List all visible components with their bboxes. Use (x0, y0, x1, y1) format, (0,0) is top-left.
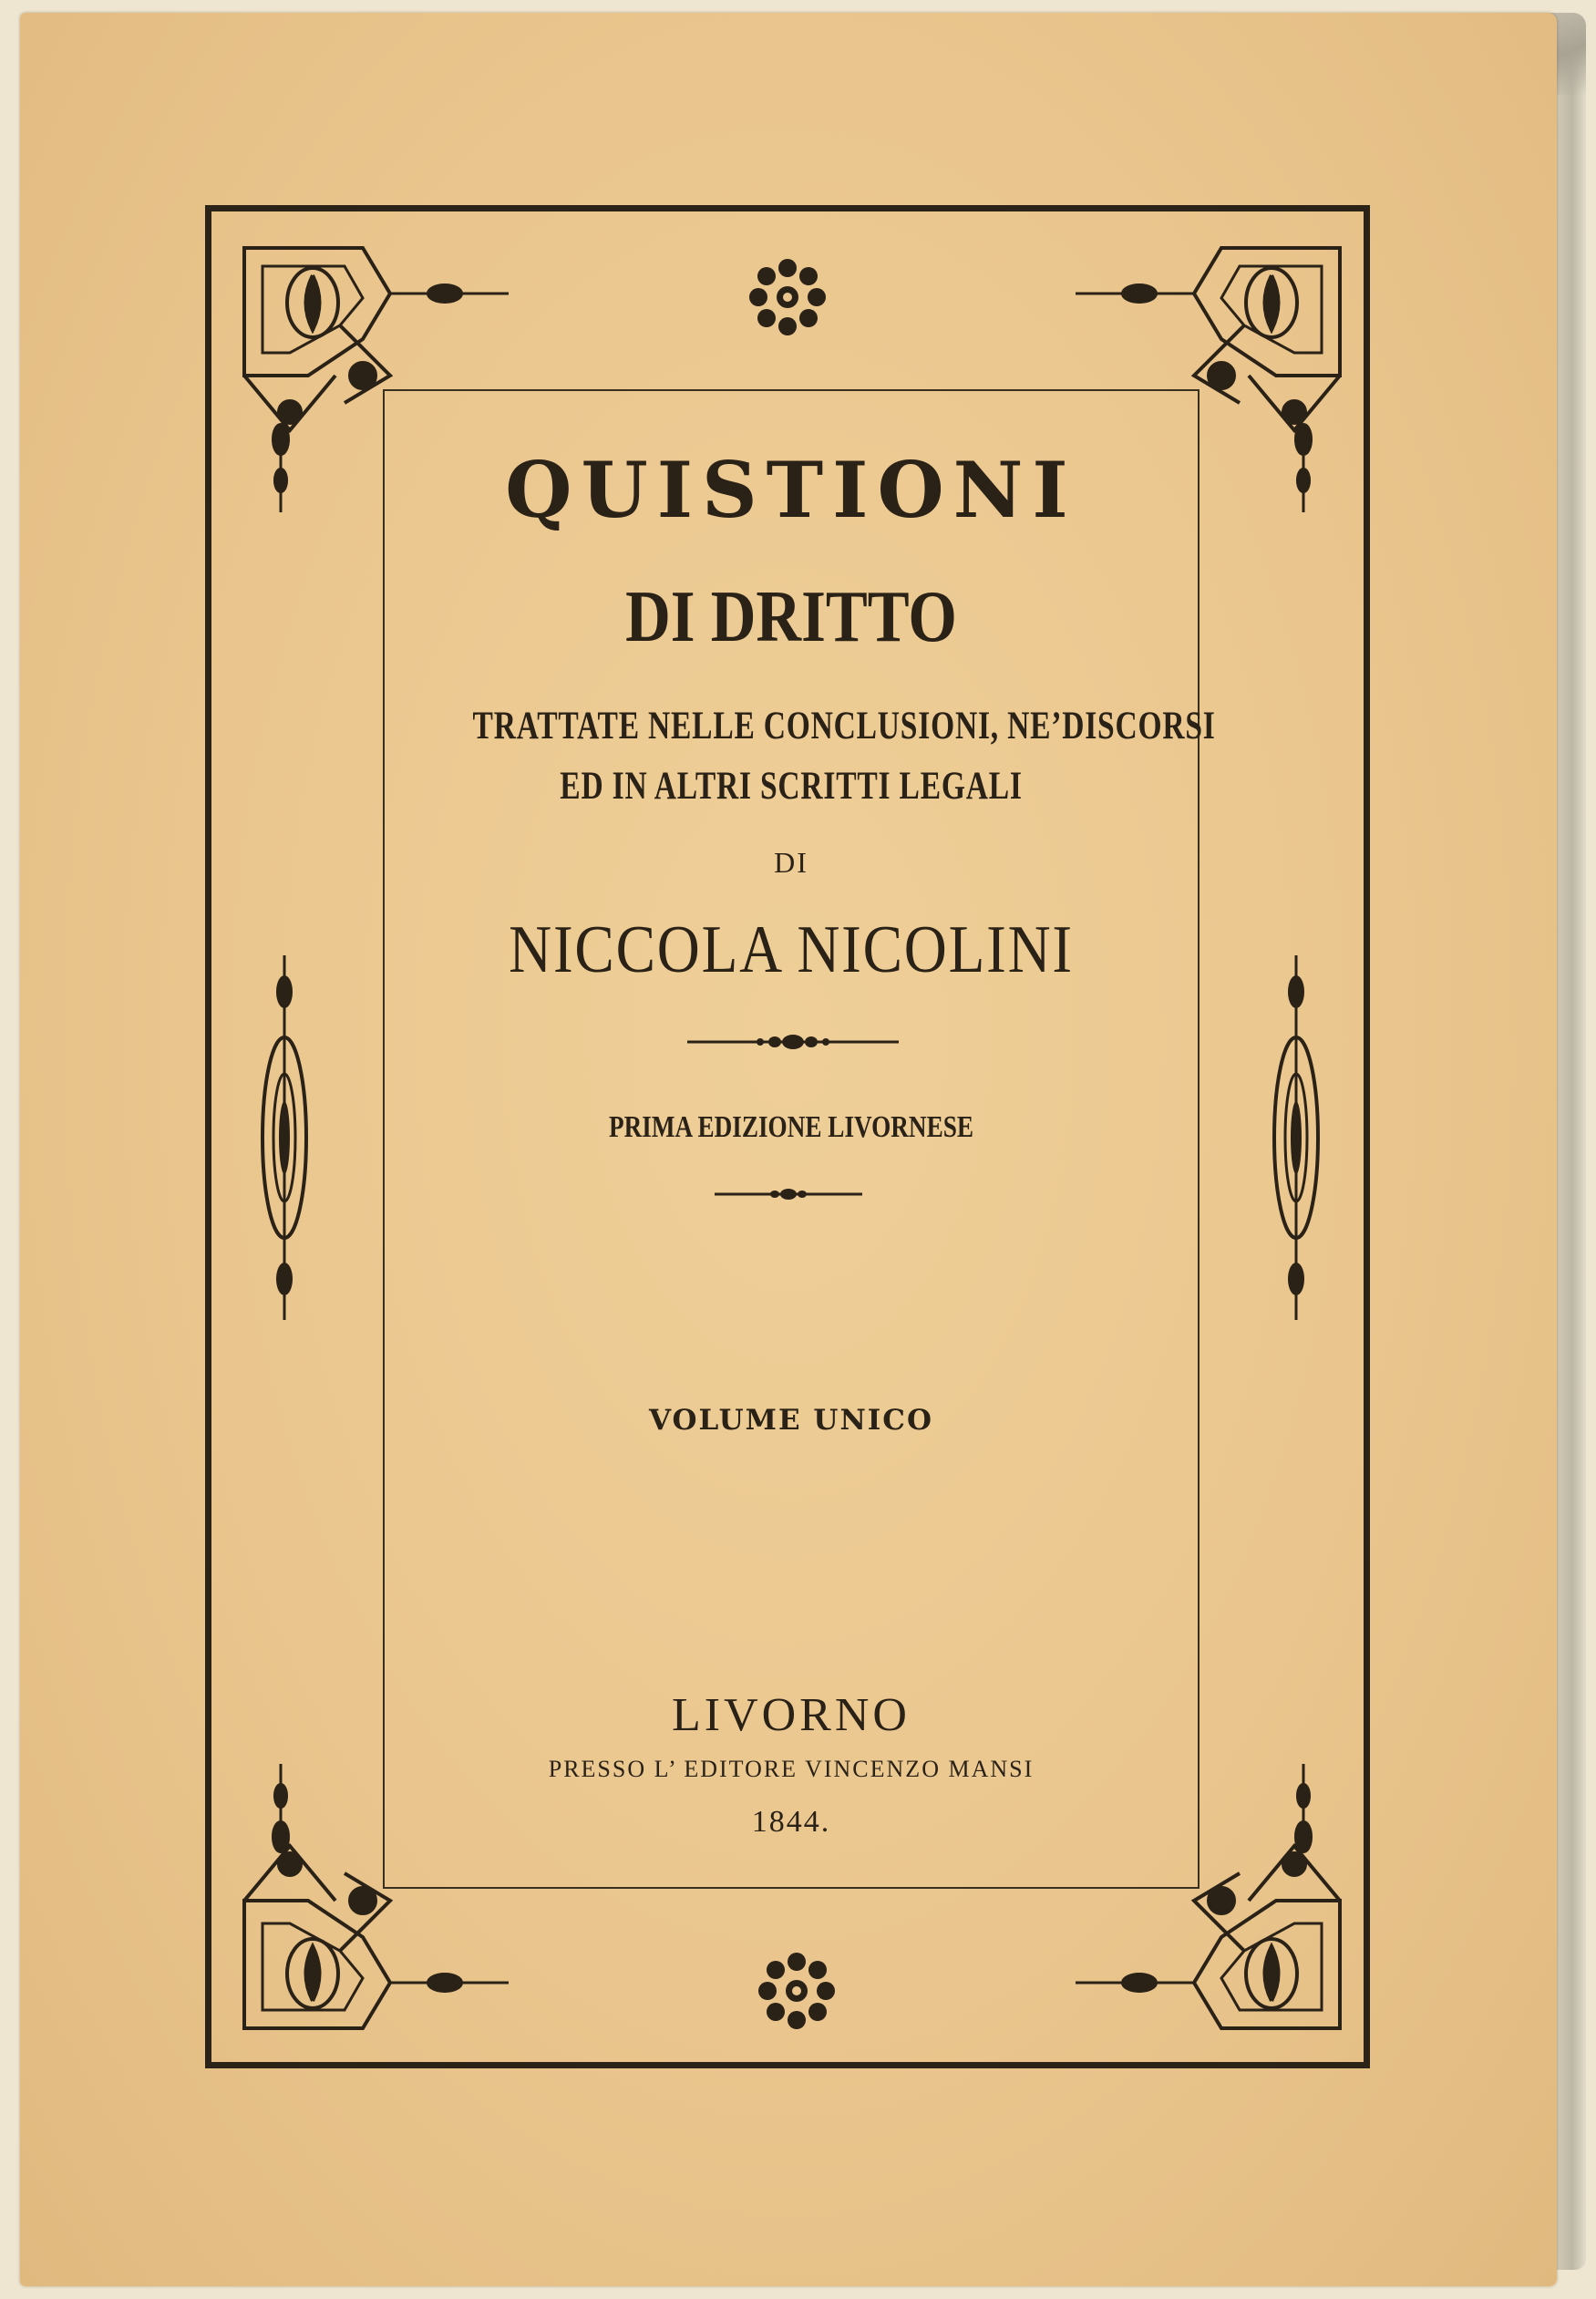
publication-city: LIVORNO (672, 1689, 911, 1741)
title-main: QUISTIONI (505, 445, 1077, 535)
author-name: NICCOLA NICOLINI (509, 912, 1074, 987)
rosette-ornament-top (746, 255, 829, 339)
ornamental-rule-lower (713, 1185, 864, 1203)
edition-statement: PRIMA EDIZIONE LIVORNESE (609, 1110, 973, 1144)
vertical-ornament-right (1271, 955, 1322, 1320)
subtitle-line-2: ED IN ALTRI SCRITTI LEGALI (560, 765, 1023, 808)
author-preposition: DI (774, 846, 808, 879)
title-line-2: DI DRITTO (625, 577, 957, 657)
ornamental-rule-upper (685, 1030, 901, 1054)
publication-year: 1844. (751, 1805, 831, 1839)
vertical-ornament-left (259, 955, 310, 1320)
volume-label: VOLUME UNICO (649, 1404, 933, 1437)
rosette-ornament-bottom (755, 1949, 839, 2033)
publisher-line: PRESSO L’ EDITORE VINCENZO MANSI (548, 1756, 1035, 1782)
subtitle-line-1: TRATTATE NELLE CONCLUSIONI, NE’DISCORSI (472, 705, 1216, 747)
